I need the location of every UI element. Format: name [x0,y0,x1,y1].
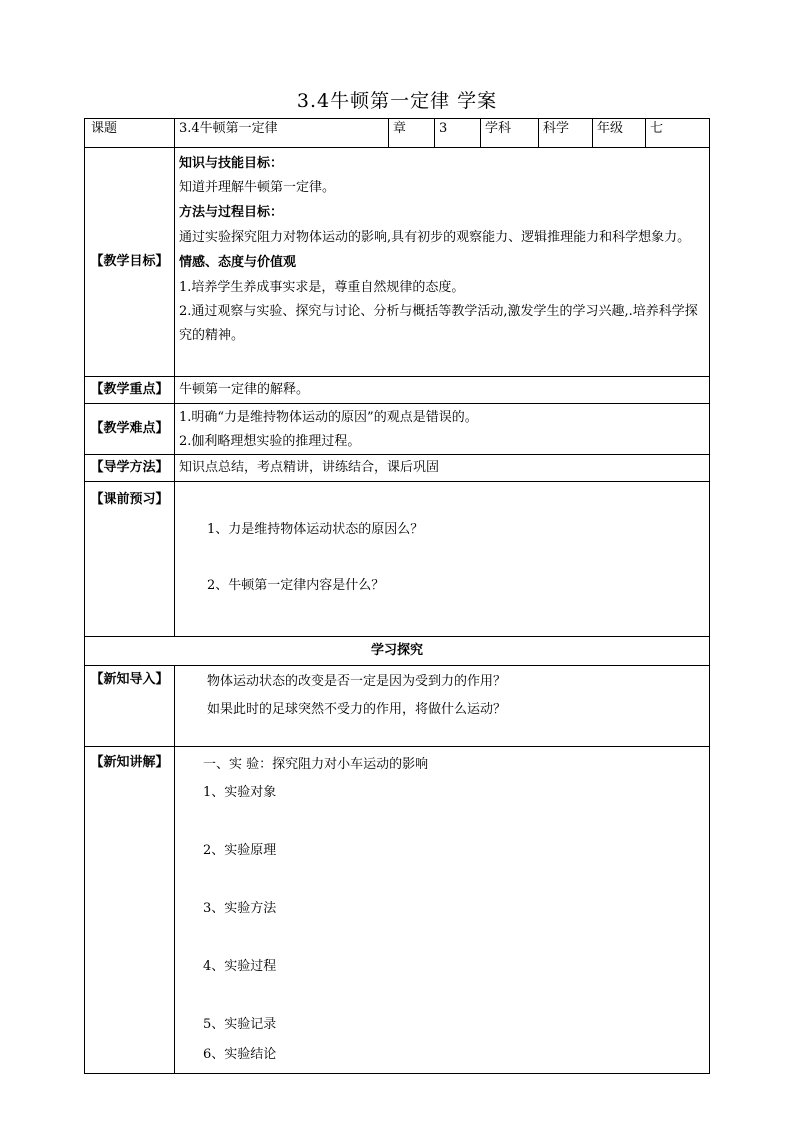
goals-label: 【教学目标】 [85,148,175,377]
goals-text-attitude-2: 2.通过观察与实验、探究与讨论、分析与概括等教学活动,激发学生的学习兴趣,.培养科学探究的精神。 [179,304,698,343]
key-point-label: 【教学重点】 [85,377,175,404]
lecture-label: 【新知讲解】 [85,747,175,1074]
lecture-item-4: 4、实验过程 [203,959,277,974]
subject-label: 学科 [481,119,539,148]
chapter-value: 3 [435,119,481,148]
method-label: 【导学方法】 [85,455,175,482]
method-row [85,455,710,482]
lecture-content [175,747,710,1074]
lecture-item-1: 1、实验对象 [203,785,277,800]
intro-text-2: 如果此时的足球突然不受力的作用，将做什么运动？ [207,702,507,717]
difficulty-content [175,404,710,455]
intro-label: 【新知导入】 [85,666,175,747]
preview-row [85,482,710,637]
grade-label: 年级 [593,119,646,148]
preview-content [175,482,710,637]
explore-title: 学习探究 [85,637,710,666]
topic-value: 3.4牛顿第一定律 [175,119,389,148]
preview-question-1: 1、力是维持物体运动状态的原因么？ [207,522,424,537]
intro-row [85,666,710,747]
lecture-item-3: 3、实验方法 [203,901,277,916]
goals-heading-method: 方法与过程目标： [179,205,284,220]
goals-text-knowledge: 知道并理解牛顿第一定律。 [179,180,336,195]
lecture-item-6: 6、实验结论 [203,1047,277,1062]
goals-text-attitude-1: 1.培养学生养成事实求是，尊重自然规律的态度。 [179,280,465,295]
goals-heading-knowledge: 知识与技能目标： [179,156,284,171]
header-row [85,119,710,148]
lecture-item-2: 2、实验原理 [203,843,277,858]
goals-text-method: 通过实验探究阻力对物体运动的影响,具有初步的观察能力、逻辑推理能力和科学想象力。 [179,230,691,245]
page-title: 3.4牛顿第一定律 学案 [296,90,498,112]
subject-value: 科学 [539,119,593,148]
goals-heading-attitude: 情感、态度与价值观 [179,255,297,270]
preview-label: 【课前预习】 [85,482,175,637]
difficulty-label: 【教学难点】 [85,404,175,455]
topic-label: 课题 [85,119,175,148]
difficulty-row [85,404,710,455]
intro-content [175,666,710,747]
difficulty-text-1: 1.明确“力是维持物体运动的原因”的观点是错误的。 [179,410,478,425]
difficulty-text-2: 2.伽利略理想实验的推理过程。 [179,434,361,449]
lecture-row [85,747,710,1074]
method-text: 知识点总结，考点精讲，讲练结合，课后巩固 [175,455,710,482]
lesson-plan-table [84,118,710,1074]
goals-content [175,148,710,377]
goals-row [85,148,710,377]
key-point-row [85,377,710,404]
lecture-item-5: 5、实验记录 [203,1017,277,1032]
intro-text-1: 物体运动状态的改变是否一定是因为受到力的作用？ [207,674,507,689]
preview-question-2: 2、牛顿第一定律内容是什么？ [207,578,385,593]
lecture-heading: 一、实 验：探究阻力对小车运动的影响 [203,757,429,772]
explore-row [85,637,710,666]
chapter-label: 章 [389,119,435,148]
grade-value: 七 [646,119,710,148]
key-point-text: 牛顿第一定律的解释。 [175,377,710,404]
